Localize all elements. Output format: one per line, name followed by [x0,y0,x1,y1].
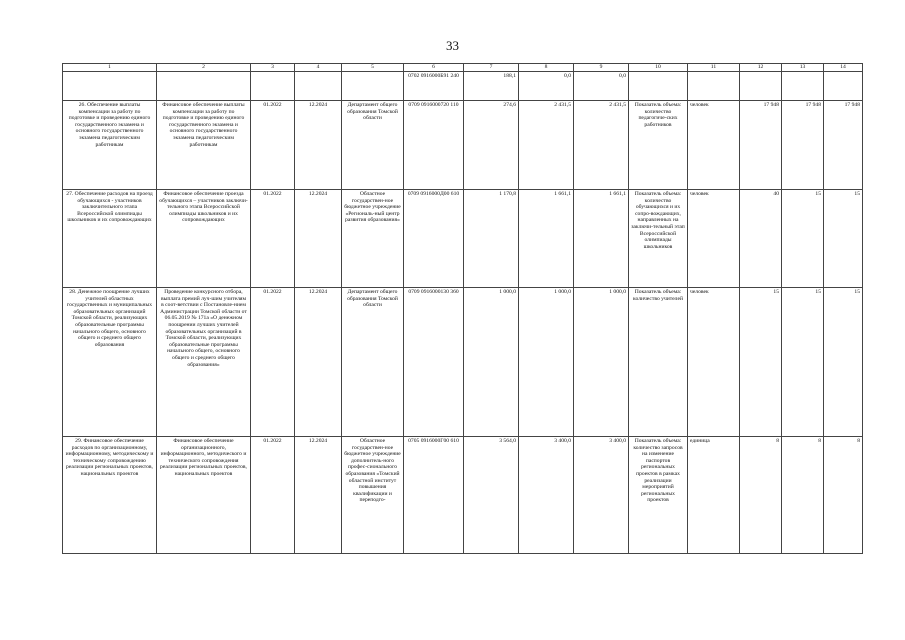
table-cell: 0,0 [519,72,574,101]
table-cell: 1 661,1 [574,190,629,288]
table-cell [295,72,342,101]
table-cell: 1 000,0 [464,288,519,437]
table-cell: 28. Денежное поощрение лучших учителей областных государственных и муниципальных образовательных организаций Томской области, реализующих образовательные программы начального общего, основного общего и среднего общего образования [63,288,157,437]
table-cell: 8 [824,437,863,554]
table-cell: 274,6 [464,101,519,190]
table-cell: 01.2022 [251,437,295,554]
table-cell: 29. Финансовое обеспечение расходов по организационному, информационному, методическому и техническому сопровождению реализации региональных проектов, национальных проектов [63,437,157,554]
table-cell: 12.2024 [295,437,342,554]
table-cell: 1 661,1 [519,190,574,288]
column-number: 9 [574,64,629,72]
table-row [63,288,863,437]
table-cell: единица [688,437,740,554]
page-number: 33 [446,38,459,53]
table-cell: 15 [824,190,863,288]
table-cell: Департамент общего образования Томской области [342,101,404,190]
table-cell [629,72,688,101]
table-cell [342,72,404,101]
table-cell: Показатель объема: количество запросов на изменение паспортов региональных проектов в рамках реализации мероприятий региональных проектов [629,437,688,554]
column-number: 4 [295,64,342,72]
table-cell: человек [688,190,740,288]
table-cell [251,72,295,101]
table-cell: Областное государствен-ное бюджетное учреждение «Региональ-ный центр развития образования» [342,190,404,288]
table-cell: Департамент общего образования Томской области [342,288,404,437]
table-cell [688,72,740,101]
table-cell: 2 431,5 [519,101,574,190]
table-cell [782,72,824,101]
table-cell: 40 [740,190,782,288]
table-row [63,190,863,288]
table-cell: 01.2022 [251,101,295,190]
column-number: 3 [251,64,295,72]
table-cell: 15 [782,288,824,437]
table-row [63,72,863,101]
column-number: 12 [740,64,782,72]
table-cell: 15 [782,190,824,288]
table-cell: 3 564,0 [464,437,519,554]
table-cell: 2 431,5 [574,101,629,190]
table-cell: Финансовое обеспечение проезда обучающихся – участников заключи-тельного этапа Всероссийской олимпиады школьников и их сопровождающих [157,190,251,288]
table-row [63,101,863,190]
table-cell [824,72,863,101]
table-cell: 8 [782,437,824,554]
table-cell: 1 170,8 [464,190,519,288]
table-cell: 17 948 [824,101,863,190]
column-number: 8 [519,64,574,72]
table-cell: 3 400,0 [574,437,629,554]
column-number: 14 [824,64,863,72]
table-cell: Показатель объема: количество обучающихся и их сопро-вождающих, направленных на заключи-тельный этап Всероссийской олимпиады школьников [629,190,688,288]
table-cell: 0709 0916000720 110 [404,101,464,190]
table-cell: человек [688,101,740,190]
column-number: 6 [404,64,464,72]
table-cell: 0705 0916000Г00 610 [404,437,464,554]
table-cell: 17 948 [740,101,782,190]
column-number: 7 [464,64,519,72]
table-cell: 12.2024 [295,101,342,190]
data-table [62,63,863,554]
table-cell: 0,0 [574,72,629,101]
table-cell: 15 [824,288,863,437]
column-number: 13 [782,64,824,72]
table-row [63,437,863,554]
table-cell: 188,1 [464,72,519,101]
table-cell: 0702 0916000Б91 240 [404,72,464,101]
table-cell: Областное государствен-ное бюджетное учреждение дополнитель-ного профес-сионального образования «Томский областной институт повышения квалификации и переподго- [342,437,404,554]
table-cell [63,72,157,101]
column-number: 10 [629,64,688,72]
column-number: 2 [157,64,251,72]
column-number: 1 [63,64,157,72]
table-cell: 12.2024 [295,288,342,437]
table-cell: Показатель объема: количество педагогиче-ских работников [629,101,688,190]
table-cell: Финансовое обеспечение организационного, информационного, методического и технического сопровождения реализации региональных проектов, национальных проектов [157,437,251,554]
table-cell: 17 948 [782,101,824,190]
table-cell: 12.2024 [295,190,342,288]
table-cell: 1 000,0 [574,288,629,437]
table-cell: 0709 0916000130 360 [404,288,464,437]
table-cell: Проведение конкурсного отбора, выплата премий луч-шим учителям в соот-ветствии с Постановле-нием Администрации Томской области от 06.05.2019 № 171а «О денежном поощрении лучших учителей образовательных организаций в Томской области, реализующих образовательные программы начального общего, основного общего и среднего общего образования» [157,288,251,437]
table-cell: 0709 0916000Д00 610 [404,190,464,288]
table-cell: 26. Обеспечение выплаты компенсации за работу по подготовке и проведению единого государственного экзамена и основного государственного экзамена педагогическим работникам [63,101,157,190]
table-cell: Финансовое обеспечение выплаты компенсации за работу по подготовке и проведению единого государственного экзамена и основного государственного экзамена педагогическим работникам [157,101,251,190]
column-number: 11 [688,64,740,72]
table-cell: 3 400,0 [519,437,574,554]
table-cell: 1 000,0 [519,288,574,437]
header-row [63,64,863,72]
column-number: 5 [342,64,404,72]
table-cell: 8 [740,437,782,554]
table-cell: 01.2022 [251,190,295,288]
table-cell [740,72,782,101]
table-cell: человек [688,288,740,437]
table-cell [157,72,251,101]
table-cell: 01.2022 [251,288,295,437]
table-cell: Показатель объема: количество учителей [629,288,688,437]
table-cell: 27. Обеспечение расходов на проезд обучающихся - участников заключительного этапа Всероссийской олимпиады школьников и их сопровождающих [63,190,157,288]
table-cell: 15 [740,288,782,437]
